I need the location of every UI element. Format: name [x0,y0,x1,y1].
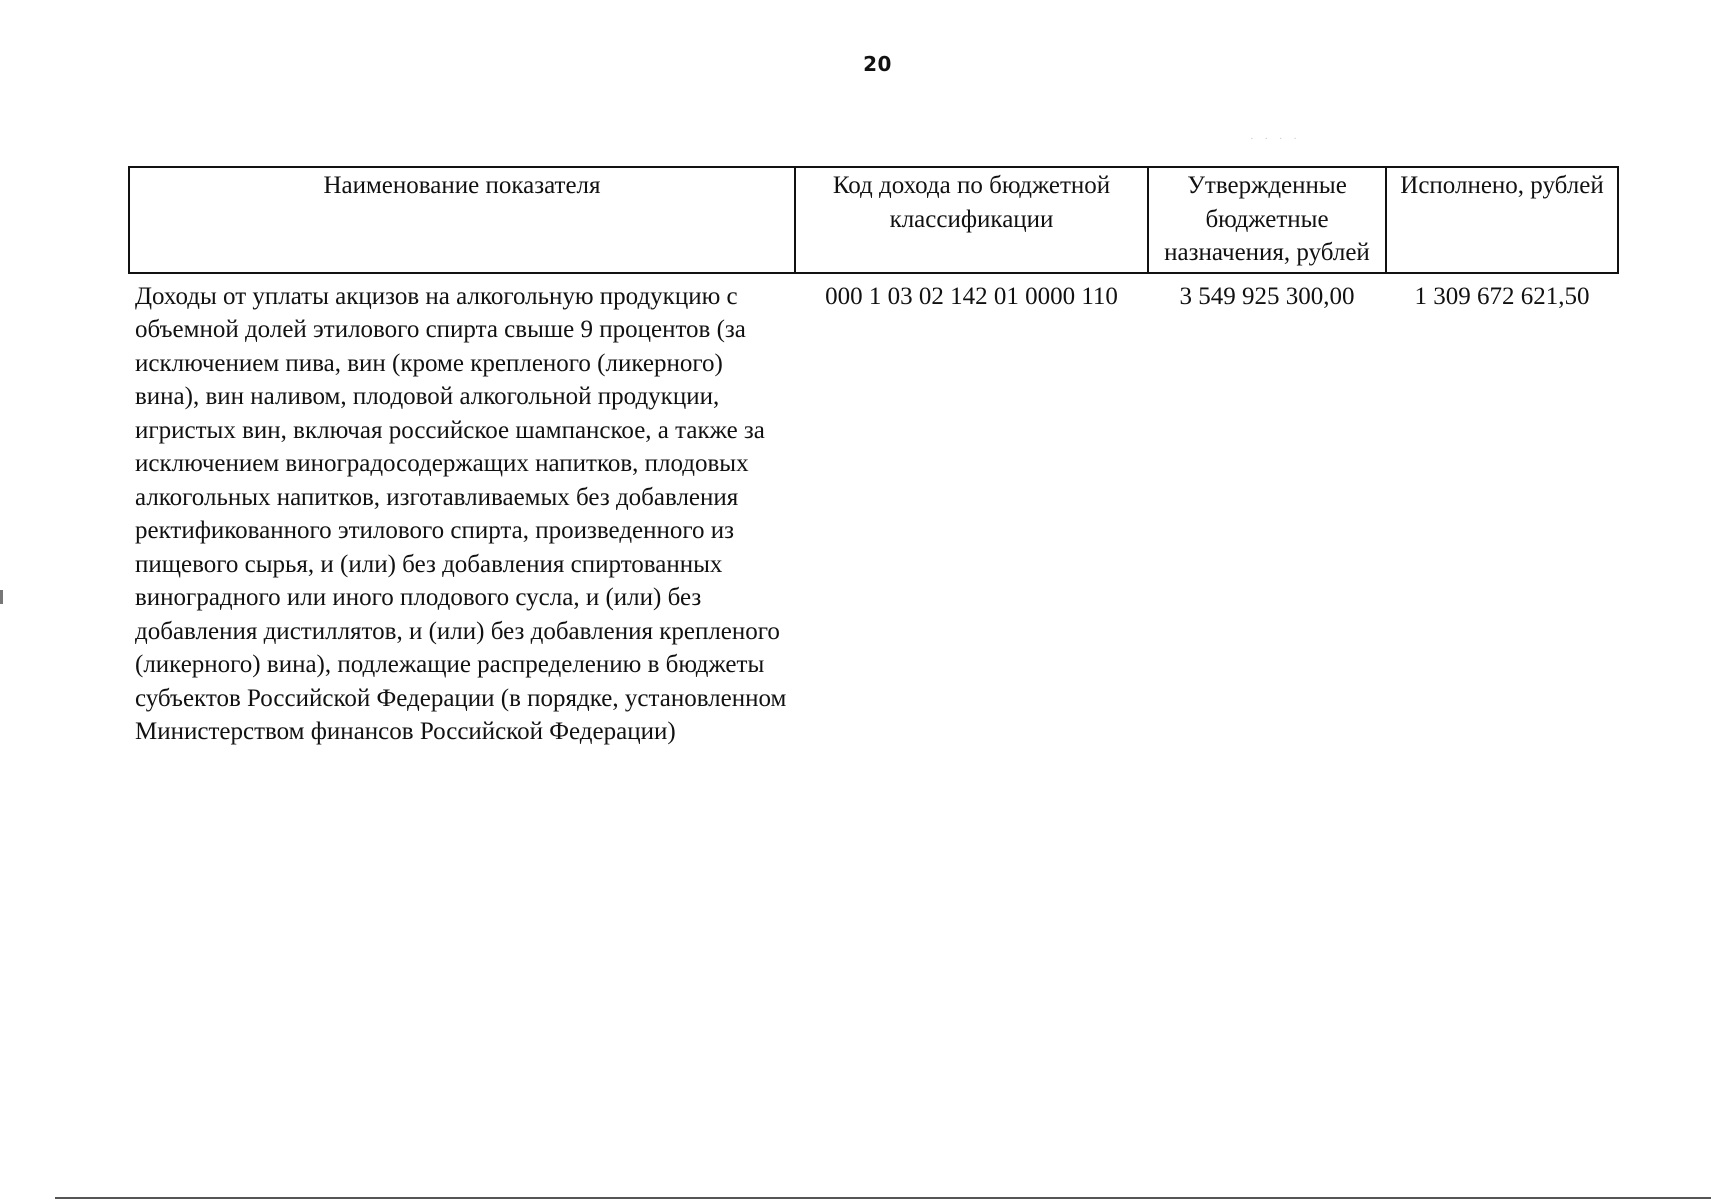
header-executed: Исполнено, рублей [1386,167,1618,273]
page-bottom-edge [55,1197,1711,1199]
scan-artifact: · · · · [1250,133,1301,145]
header-approved-budget: Утвержденные бюджетные назначения, рублей [1148,167,1386,273]
scan-edge-mark [0,590,3,604]
cell-executed-amount: 1 309 672 621,50 [1414,282,1590,310]
header-row [129,167,1618,273]
cell-income-code: 000 1 03 02 142 01 0000 110 [825,282,1118,310]
header-income-code: Код дохода по бюджетной классификации [795,167,1148,273]
table-body [129,273,1618,749]
header-indicator-name: Наименование показателя [129,167,795,273]
table-row [129,273,1618,749]
revenue-table [128,166,1619,749]
page-number: 20 [863,52,892,76]
cell-indicator-name: Доходы от уплаты акцизов на алкогольную продукцию с объемной долей этилового спирта свыше 9 процентов (за исключением пива, вин (кроме крепленого (ликерного) вина), вин наливом, плодовой алкогольной продукции, игристых вин, включая российское шампанское, а также за исключением виноградосодержащих напитков, плодовых алкогольных напитков, изготавливаемых без добавления ректификованного этилового спирта, произведенного из пищевого сырья, и (или) без добавления спиртованных виноградного или иного плодового сусла, и (или) без добавления дистиллятов, и (или) без добавления крепленого (ликерного) вина), подлежащие распределению в бюджеты субъектов Российской Федерации (в порядке, установленном Министерством финансов Российской Федерации) [135,282,787,745]
cell-approved-amount: 3 549 925 300,00 [1179,282,1355,310]
table-header [129,167,1618,273]
